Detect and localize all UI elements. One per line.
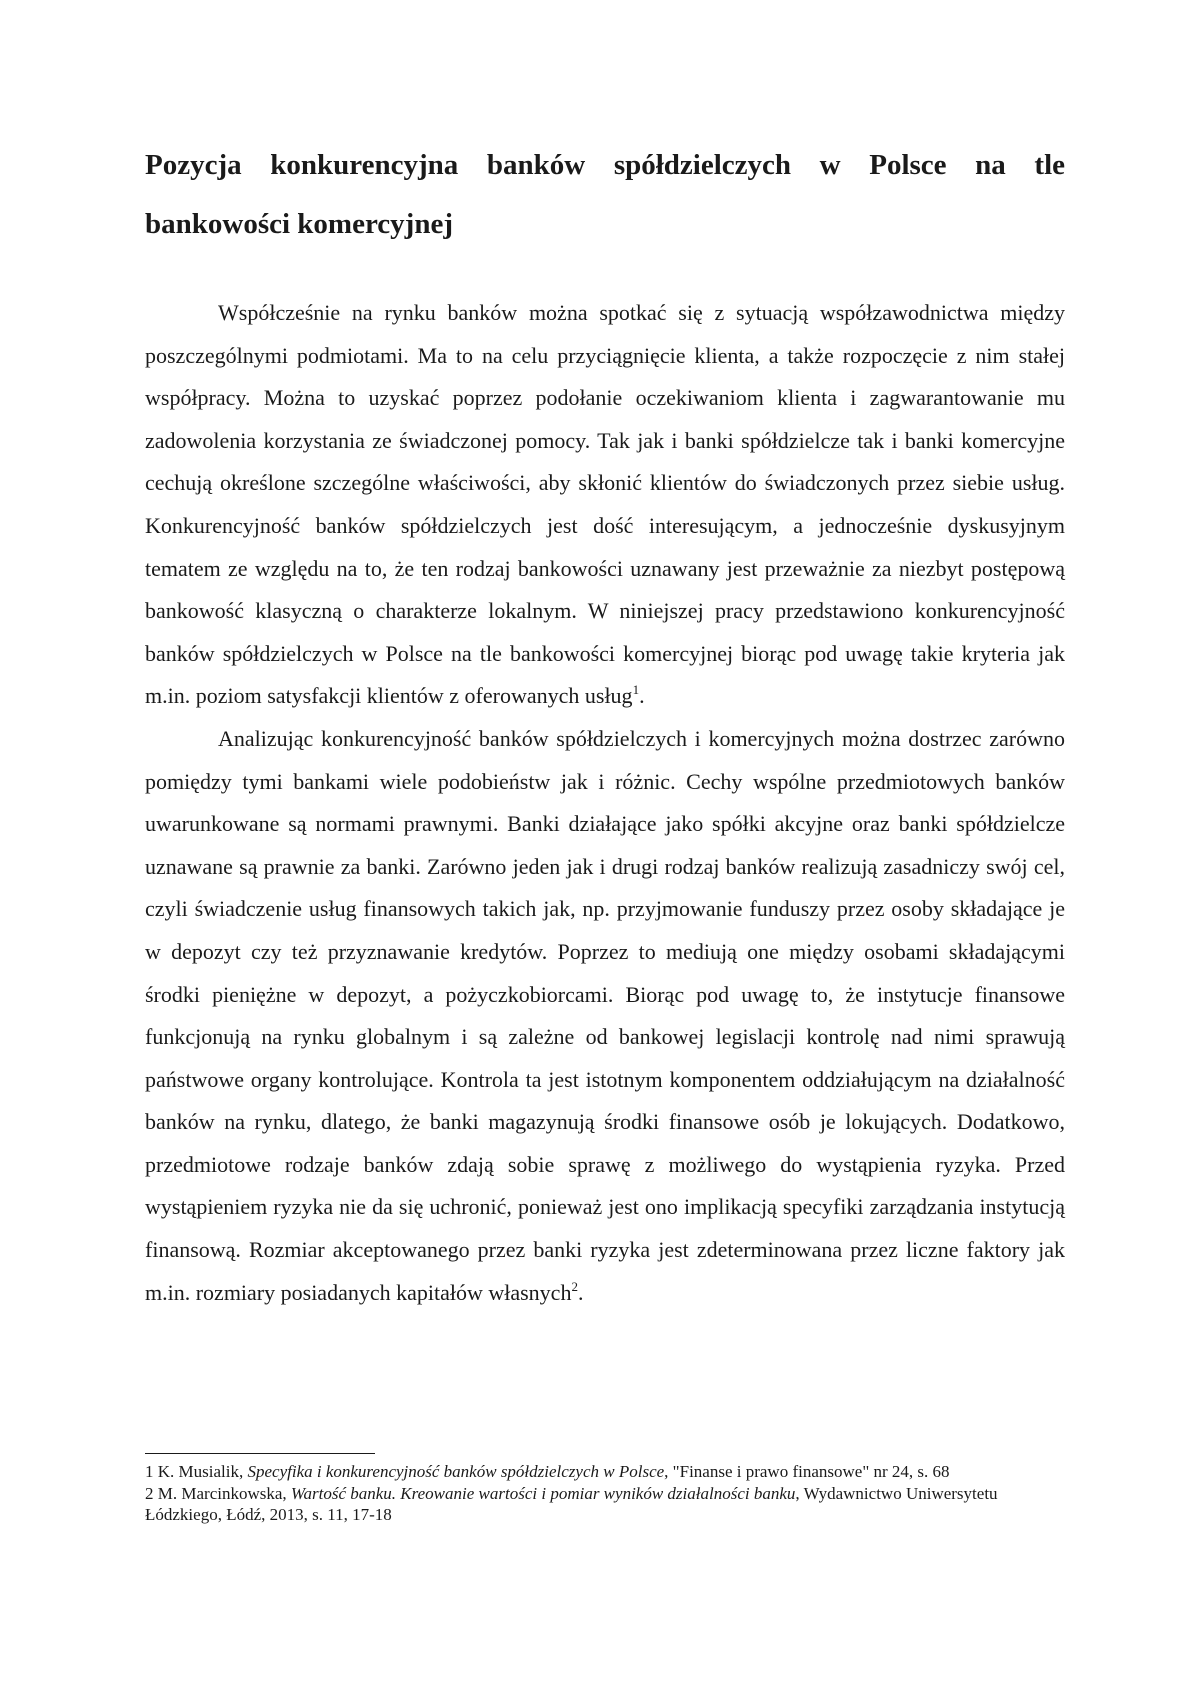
footnote-title: Wartość banku. Kreowanie wartości i pomiar wyników działalności banku <box>290 1483 796 1503</box>
footnote-lead: 2 M. Marcinkowska, <box>145 1483 291 1503</box>
paragraph <box>145 718 1065 1314</box>
footnote-separator <box>145 1453 375 1454</box>
footnote-rest: , Wydawnictwo Uniwersytetu Łódzkiego, Łódź, 2013, s. 11, 17-18 <box>145 1483 998 1524</box>
document-body <box>145 292 1065 1314</box>
paragraph-text: Współcześnie na rynku banków można spotkać się z sytuacją współzawodnictwa między poszczególnymi podmiotami. Ma to na celu przyciągnięcie klienta, a także rozpoczęcie z nim stałej współpracy. Można to uzyskać poprzez podołanie oczekiwaniom klienta i zagwarantowanie mu zadowolenia korzystania ze świadczonej pomocy. Tak jak i banki spółdzielcze tak i banki komercyjne cechują określone szczególne właściwości, aby skłonić klientów do świadczonych przez siebie usług. Konkurencyjność banków spółdzielczych jest dość interesującym, a jednocześnie dyskusyjnym tematem ze względu na to, że ten rodzaj bankowości uznawany jest przeważnie za niezbyt postępową bankowość klasyczną o charakterze lokalnym. W niniejszej pracy przedstawiono konkurencyjność banków spółdzielczych w Polsce na tle bankowości komercyjnej biorąc pod uwagę takie kryteria jak m.in. poziom satysfakcji klientów z oferowanych usług <box>145 300 1065 709</box>
footnotes <box>145 1461 1065 1526</box>
footnote <box>145 1483 1065 1526</box>
document-title: Pozycja konkurencyjna banków spółdzielczych w Polsce na tle bankowości komercyjnej <box>145 149 1065 240</box>
footnote-title: Specyfika i konkurencyjność banków spółdzielczych w Polsce <box>247 1462 665 1481</box>
footnote <box>145 1461 1065 1483</box>
paragraph-end: . <box>639 683 645 709</box>
paragraph <box>145 292 1065 718</box>
footnote-reference[interactable]: 1 <box>632 682 640 698</box>
footnote-reference[interactable]: 2 <box>571 1278 578 1294</box>
footnote-lead: 1 K. Musialik, <box>145 1462 248 1481</box>
paragraph-end: . <box>577 1279 584 1305</box>
footnote-rest: , "Finanse i prawo finansowe" nr 24, s. 68 <box>664 1462 950 1481</box>
paragraph-text: Analizując konkurencyjność banków spółdzielczych i komercyjnych można dostrzec zarówno pomiędzy tymi bankami wiele podobieństw jak i różnic. Cechy wspólne przedmiotowych banków uwarunkowane są normami prawnymi. Banki działające jako spółki akcyjne oraz banki spółdzielcze uznawane są prawnie za banki. Zarówno jeden jak i drugi rodzaj banków realizują zasadniczy swój cel, czyli świadczenie usług finansowych takich jak, np. przyjmowanie funduszy przez osoby składające je w depozyt czy też przyznawanie kredytów. Poprzez to mediują one między osobami składającymi środki pieniężne w depozyt, a pożyczkobiorcami. Biorąc pod uwagę to, że instytucje finansowe funkcjonują na rynku globalnym i są zależne od bankowej legislacji kontrolę nad nimi sprawują państwowe organy kontrolujące. Kontrola ta jest istotnym komponentem oddziałującym na działalność banków na rynku, dlatego, że banki magazynują środki finansowe osób je lokujących. Dodatkowo, przedmiotowe rodzaje banków zdają sobie sprawę z możliwego do wystąpienia ryzyka. Przed wystąpieniem ryzyka nie da się uchronić, ponieważ jest ono implikacją specyfiki zarządzania instytucją finansową. Rozmiar akceptowanego przez banki ryzyka jest zdeterminowana przez liczne faktory jak m.in. rozmiary posiadanych kapitałów własnych <box>145 725 1065 1305</box>
